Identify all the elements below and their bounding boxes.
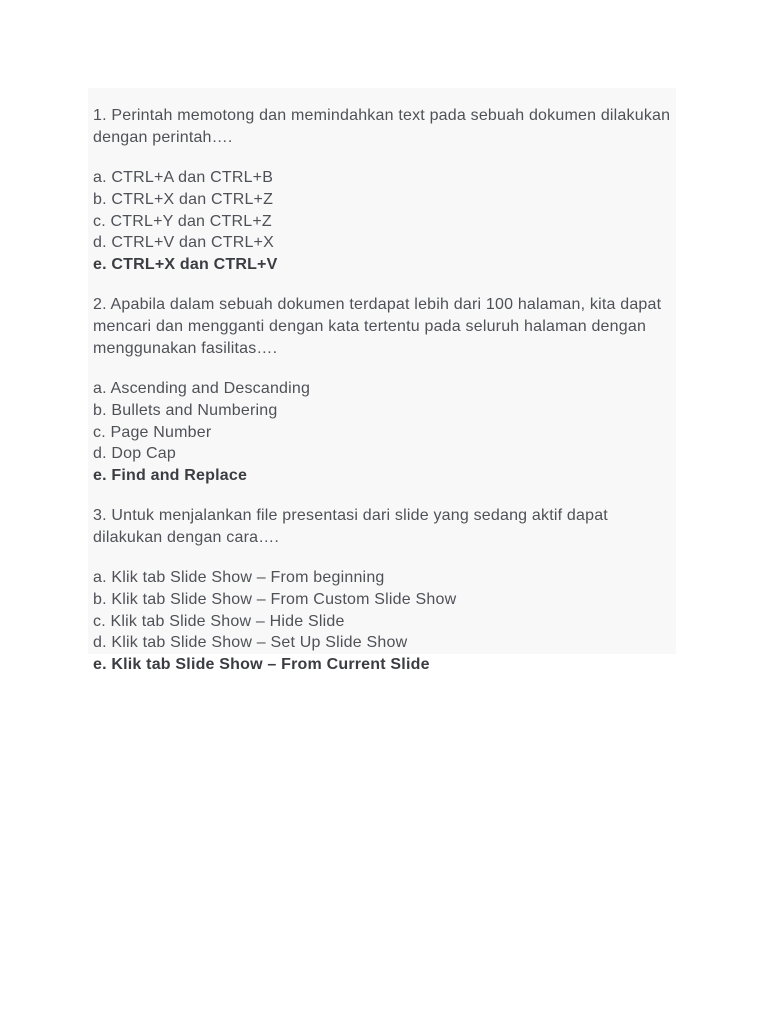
option-item: c. CTRL+Y dan CTRL+Z bbox=[93, 212, 272, 230]
option-item: c. Page Number bbox=[93, 423, 212, 441]
question-text: 2. Apabila dalam sebuah dokumen terdapat lebih dari 100 halaman, kita dapat mencari dan mengganti dengan kata tertentu pada seluruh halaman dengan menggunakan fasilitas…. bbox=[93, 295, 662, 357]
option-item: a. CTRL+A dan CTRL+B bbox=[93, 169, 274, 186]
option-item: b. CTRL+X dan CTRL+Z bbox=[93, 190, 274, 208]
option-item: b. Klik tab Slide Show – From Custom Slide Show bbox=[93, 590, 457, 608]
correct-answer-option: e. Find and Replace bbox=[93, 467, 248, 485]
option-list bbox=[93, 378, 673, 487]
question-block-3 bbox=[93, 505, 673, 676]
option-item: d. Dop Cap bbox=[93, 445, 176, 463]
option-item: a. Klik tab Slide Show – From beginning bbox=[93, 568, 385, 586]
option-item: d. CTRL+V dan CTRL+X bbox=[93, 234, 274, 252]
quiz-content bbox=[93, 105, 673, 694]
option-item: b. Bullets and Numbering bbox=[93, 401, 278, 419]
correct-answer-option: e. CTRL+X dan CTRL+V bbox=[93, 256, 278, 274]
option-list bbox=[93, 567, 673, 676]
option-item: a. Ascending and Descanding bbox=[93, 379, 311, 397]
question-text: 1. Perintah memotong dan memindahkan text pada sebuah dokumen dilakukan dengan perintah…. bbox=[93, 107, 671, 146]
option-list bbox=[93, 167, 673, 276]
question-text: 3. Untuk menjalankan file presentasi dari slide yang sedang aktif dapat dilakukan dengan cara…. bbox=[93, 506, 608, 546]
option-item: c. Klik tab Slide Show – Hide Slide bbox=[93, 612, 345, 630]
option-item: d. Klik tab Slide Show – Set Up Slide Show bbox=[93, 634, 408, 652]
question-block-2 bbox=[93, 294, 673, 487]
correct-answer-option: e. Klik tab Slide Show – From Current Slide bbox=[93, 656, 430, 674]
question-block-1 bbox=[93, 105, 673, 276]
